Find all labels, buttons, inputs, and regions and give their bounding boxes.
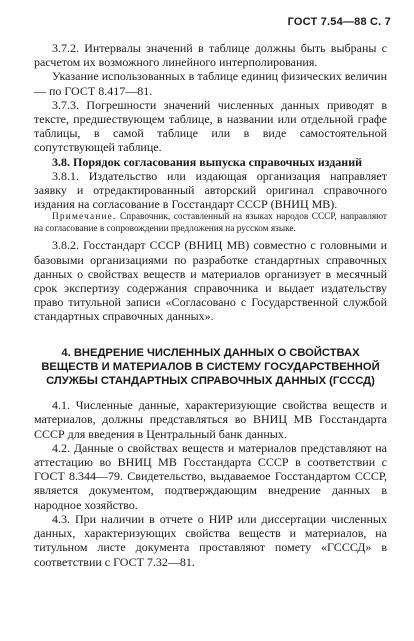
paragraph-3-7-3: 3.7.3. Погрешности значений численных данных приводят в тексте, предшествующем таблице, в названии или отдельной графе таблицы, в самой таблице или в виде самостоятельной сопутствующей таблице. — [34, 97, 387, 155]
note-label: Примечание. — [52, 212, 117, 223]
subsection-heading-3-8 — [34, 155, 387, 169]
paragraph-4-2: 4.2. Данные о свойствах веществ и материалов представляют на аттестацию во ВНИЦ МВ Госстандарта СССР в соответствии с ГОСТ 8.344—79. Свидетельство, выдаваемое Госстандартом СССР, является документом, подтверждающим внедрение данных в народное хозяйство. — [34, 440, 387, 512]
paragraph-4-1: 4.1. Численные данные, характеризующие свойства веществ и материалов, должны представляться во ВНИЦ МВ Госстандарта СССР для введения в Центральный банк данных. — [34, 398, 387, 441]
page-header: ГОСТ 7.54—88 С. 7 — [287, 16, 391, 28]
note — [34, 212, 387, 235]
note-text: Справочник, составленный на языках народов СССР, направляют на согласование в сопровождении предложения на русском языке. — [34, 212, 387, 234]
subsection-number: 3.8. — [52, 154, 70, 169]
document-body — [34, 41, 387, 569]
paragraph-3-8-1: 3.8.1. Издательство или издающая организация направляет заявку и отредактированный авторский оригинал справочного издания на согласование в Госстандарт СССР (ВНИЦ МВ). — [34, 168, 387, 212]
paragraph-units: Указание использованных в таблице единиц физических величин — по ГОСТ 8.417—81. — [34, 69, 387, 98]
paragraph-3-7-2: 3.7.2. Интервалы значений в таблице должны быть выбраны с расчетом их возможного линейного интерполирования. — [34, 41, 387, 70]
section-4-title: 4. ВНЕДРЕНИЕ ЧИСЛЕННЫХ ДАННЫХ О СВОЙСТВАХ ВЕЩЕСТВ И МАТЕРИАЛОВ В СИСТЕМУ ГОСУДАРСТВЕННОЙ СЛУЖБЫ СТАНДАРТНЫХ СПРАВОЧНЫХ ДАННЫХ (ГСССД) — [41, 346, 380, 388]
paragraph-4-3: 4.3. При наличии в отчете о НИР или диссертации численных данных, характеризующих свойства веществ и материалов, на титульном листе документа проставляют помету «ГСССД» в соответствии с ГОСТ 7.32—81. — [34, 511, 387, 569]
subsection-title: Порядок согласования выпуска справочных изданий — [73, 154, 363, 169]
paragraph-3-8-2: 3.8.2. Госстандарт СССР (ВНИЦ МВ) совместно с головными и базовыми организациями по разработке стандартных справочных данных о свойствах веществ и материалов организует в месячный срок экспертизу содержания справочника и выдает издательству право титульной записи «Согласовано с Государственной службой стандартных справочных данных». — [34, 238, 387, 324]
